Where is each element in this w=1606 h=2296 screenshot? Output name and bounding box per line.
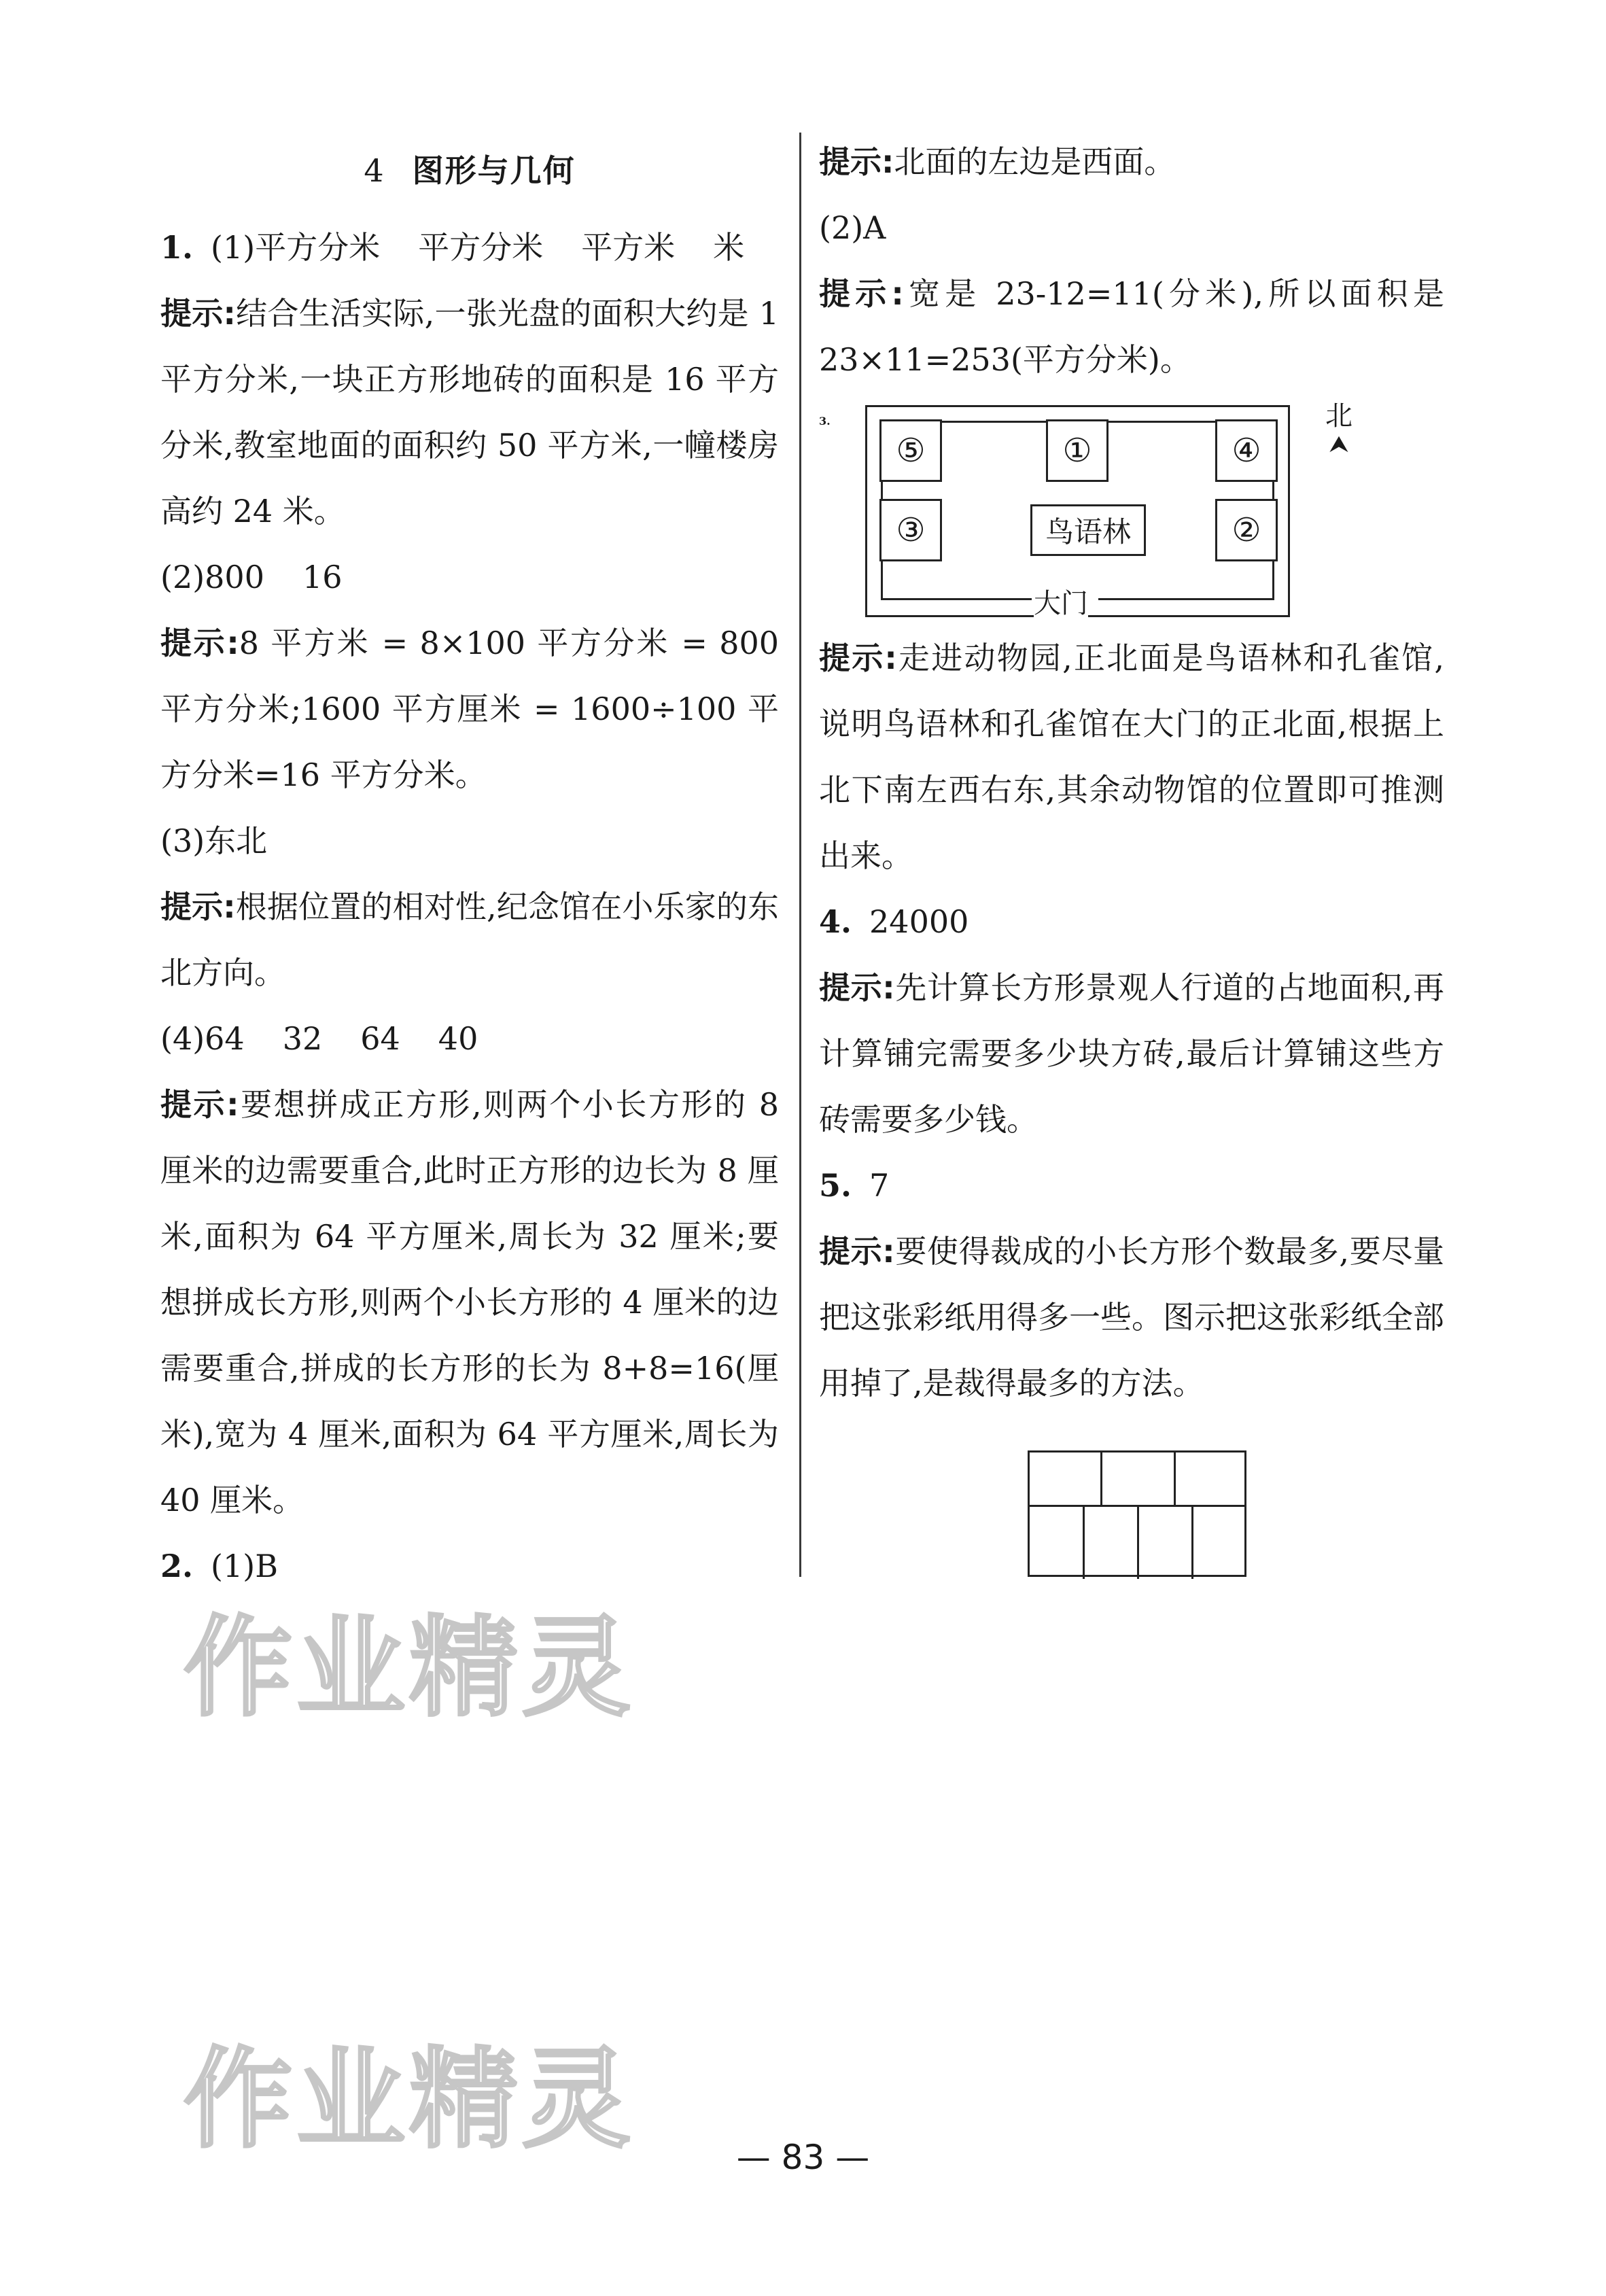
- paper-line: [1100, 1453, 1102, 1506]
- q5-hint: [819, 1219, 1444, 1416]
- hint-label: 提示:: [160, 295, 236, 332]
- q1-answer-3: [160, 808, 779, 874]
- north-indicator: [1325, 401, 1352, 458]
- hint-label: 提示:: [160, 1086, 239, 1123]
- q2-answer-2: [819, 195, 1444, 261]
- q1-hint-2-text: 8 平方米 = 8×100 平方分米 = 800 平方分米;1600 平方厘米 = 1600÷100 平方分米=16 平方分米。: [160, 625, 779, 793]
- hint-label: 提示:: [819, 143, 894, 180]
- column-divider: [799, 133, 801, 1577]
- north-arrow-icon: ⮝: [1329, 431, 1349, 458]
- q1-a1: (1)平方分米: [211, 229, 381, 266]
- q1-a4-c: 64: [360, 1020, 400, 1057]
- hint-label: 提示:: [819, 640, 897, 676]
- zoo-bird-forest: 鸟语林: [1030, 504, 1146, 556]
- q3-hint: [819, 625, 1444, 889]
- q1-hint-3-text: 根据位置的相对性,纪念馆在小乐家的东北方向。: [160, 888, 779, 991]
- section-number: 4: [364, 152, 385, 189]
- q2-hint-1: [819, 129, 1444, 195]
- q4-answer-value: 24000: [869, 903, 969, 940]
- q2-number: 2.: [160, 1548, 194, 1584]
- q2-a2: (2)A: [819, 209, 886, 246]
- zoo-box-3: ③: [879, 499, 942, 561]
- gate-label: 大门: [1034, 588, 1088, 619]
- q4-hint-text: 先计算长方形景观人行道的占地面积,再计算铺完需要多少块方砖,最后计算铺这些方砖需要多少钱。: [819, 969, 1444, 1138]
- right-column: [819, 129, 1444, 1416]
- q1-a2-b: 16: [302, 559, 343, 595]
- q1-hint-4-text: 要想拼成正方形,则两个小长方形的 8 厘米的边需要重合,此时正方形的边长为 8 厘米,面积为 64 平方厘米,周长为 32 厘米;要想拼成长方形,则两个小长方形的 4 厘米的边需要重合,拼成的长方形的长为 8+8=16(厘米),宽为 4 厘米,面积为 64 平方厘米,周长为 40 厘米。: [160, 1086, 779, 1518]
- north-label: 北: [1325, 400, 1352, 432]
- paper-line: [1083, 1506, 1085, 1579]
- zoo-box-2: ②: [1215, 499, 1278, 561]
- q2-a1: (1)B: [211, 1548, 278, 1584]
- q1-a4: (4)64: [160, 1020, 245, 1057]
- q1-answer-2: [160, 544, 779, 610]
- q1-answer-4: [160, 1006, 779, 1072]
- hint-label: 提示:: [160, 625, 239, 661]
- gate-line-right: [1098, 598, 1274, 600]
- watermark-bottom: 作业精灵: [184, 2036, 635, 2163]
- section-title: [160, 146, 779, 191]
- paper-line: [1191, 1506, 1193, 1579]
- q1-number: 1.: [160, 229, 194, 266]
- q5-hint-text: 要使得裁成的小长方形个数最多,要尽量把这张彩纸用得多一些。图示把这张彩纸全部用掉了,是裁得最多的方法。: [819, 1233, 1444, 1402]
- zoo-map: [865, 405, 1290, 617]
- q1-a4-b: 32: [282, 1020, 323, 1057]
- q1-a1-c: 平方米: [581, 229, 676, 266]
- q1-a2: (2)800: [160, 559, 264, 595]
- paper-line: [1174, 1453, 1176, 1506]
- paper-cut-diagram: [1028, 1450, 1246, 1577]
- q1-answer-1: [160, 215, 779, 281]
- q1-hint-1: [160, 281, 779, 544]
- q1-a3: (3)东北: [160, 822, 268, 859]
- section-title-text: 图形与几何: [412, 152, 576, 189]
- q5-answer-value: 7: [869, 1167, 890, 1204]
- q1-hint-2: [160, 610, 779, 808]
- q5-number: 5.: [819, 1167, 852, 1204]
- watermark-top: 作业精灵: [184, 1604, 635, 1731]
- zoo-box-4: ④: [1215, 419, 1278, 482]
- zoo-box-5: ⑤: [879, 419, 942, 482]
- q4-hint: [819, 955, 1444, 1153]
- q3-zoo-map-row: [819, 401, 1444, 625]
- q3-number: 3.: [819, 415, 831, 428]
- q3-hint-text: 走进动物园,正北面是鸟语林和孔雀馆,说明鸟语林和孔雀馆在大门的正北面,根据上北下南左西右东,其余动物馆的位置即可推测出来。: [819, 640, 1444, 874]
- q2-hint-2-text: 宽是 23-12=11(分米),所以面积是 23×11=253(平方分米)。: [819, 275, 1444, 378]
- q1-a1-b: 平方分米: [418, 229, 544, 266]
- q2-hint-2: [819, 261, 1444, 393]
- hint-label: 提示:: [160, 888, 236, 925]
- q1-a4-d: 40: [438, 1020, 478, 1057]
- hint-label: 提示:: [819, 275, 904, 312]
- q2-hint-1-text: 北面的左边是西面。: [894, 143, 1176, 180]
- q1-a1-d: 米: [713, 229, 745, 266]
- q1-hint-4: [160, 1072, 779, 1533]
- q5-answer: [819, 1153, 1444, 1219]
- q4-number: 4.: [819, 903, 852, 940]
- q1-hint-3: [160, 874, 779, 1006]
- paper-line: [1137, 1506, 1139, 1579]
- left-column: [160, 129, 779, 1599]
- gate-line-left: [881, 598, 1032, 600]
- hint-label: 提示:: [819, 969, 895, 1006]
- page-number: — 83 —: [736, 2138, 870, 2177]
- zoo-box-1: ①: [1046, 419, 1109, 482]
- hint-label: 提示:: [819, 1233, 895, 1270]
- q4-answer: [819, 889, 1444, 955]
- q1-hint-1-text: 结合生活实际,一张光盘的面积大约是 1 平方分米,一块正方形地砖的面积是 16 平方分米,教室地面的面积约 50 平方米,一幢楼房高约 24 米。: [160, 295, 779, 529]
